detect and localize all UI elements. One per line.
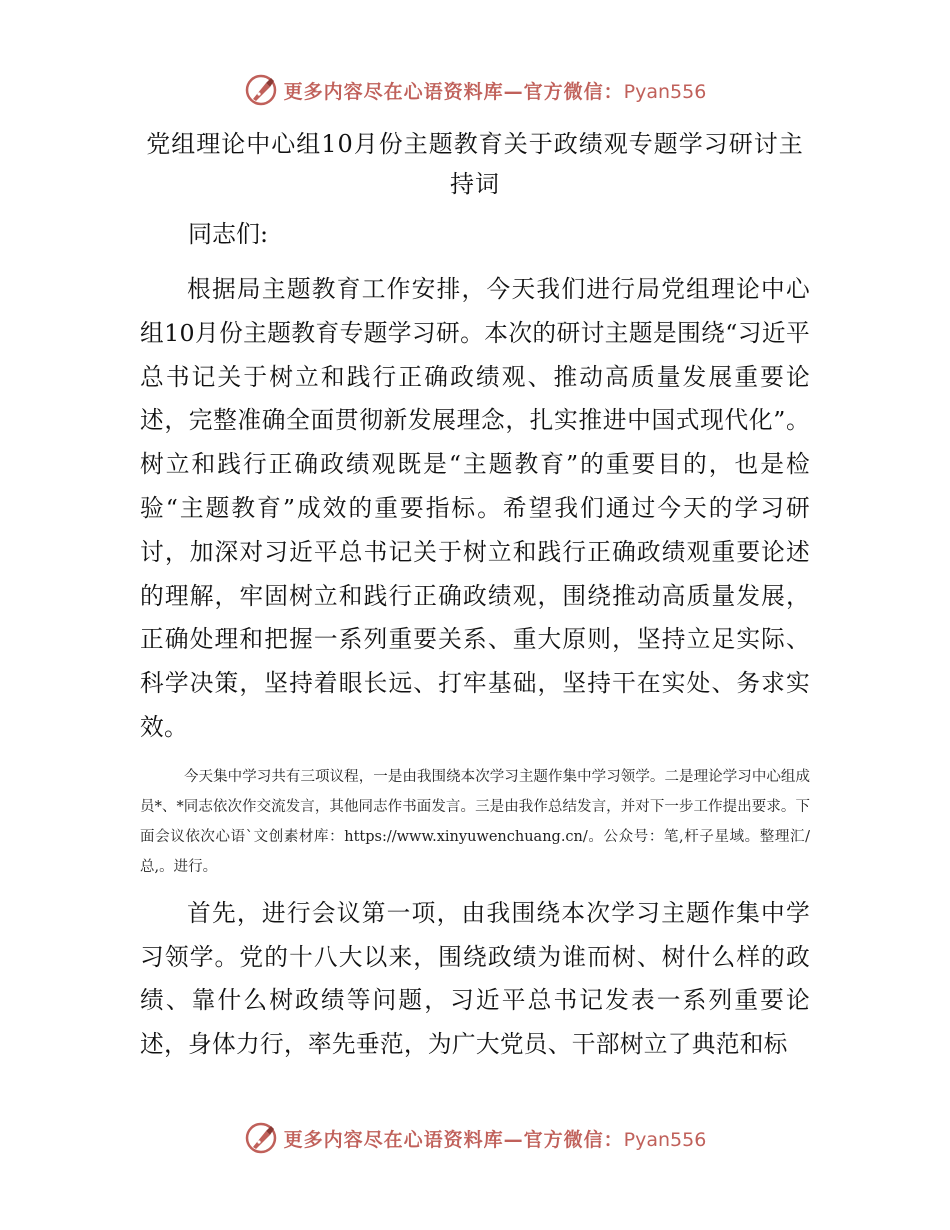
watermark-banner-bottom	[0, 1118, 950, 1158]
watermark-text	[284, 1125, 707, 1152]
watermark-wechat-id: Pyan556	[623, 1128, 707, 1151]
pen-nib-logo-icon	[244, 1121, 278, 1155]
watermark-wechat-id: Pyan556	[623, 80, 707, 103]
watermark-text	[284, 77, 707, 104]
watermark-prefix: 更多内容尽在心语资料库—官方微信：	[283, 80, 624, 103]
paragraph-agenda-note: 今天集中学习共有三项议程，一是由我围绕本次学习主题作集中学习领学。二是理论学习中心组成员*、*同志依次作交流发言，其他同志作书面发言。三是由我作总结发言，并对下一步工作提出要求。下面会议依次心语`文创素材库：https://www.xinyuwenchuang.cn/。公众号：笔,杆子星域。整理汇/总,。进行。	[140, 768, 810, 875]
document-title: 党组理论中心组10月份主题教育关于政绩观专题学习研讨主持词	[146, 130, 804, 198]
watermark-prefix: 更多内容尽在心语资料库—官方微信：	[283, 1128, 624, 1151]
paragraph-intro: 根据局主题教育工作安排，今天我们进行局党组理论中心组10月份主题教育专题学习研。本次的研讨主题是围绕“习近平总书记关于树立和践行正确政绩观、推动高质量发展重要论述，完整准确全面贯彻新发展理念，扎实推进中国式现代化”。树立和践行正确政绩观既是“主题教育”的重要目的，也是检验“主题教育”成效的重要指标。希望我们通过今天的学习研讨，加深对习近平总书记关于树立和践行正确政绩观重要论述的理解，牢固树立和践行正确政绩观，围绕推动高质量发展，正确处理和把握一系列重要关系、重大原则，坚持立足实际、科学决策，坚持着眼长远、打牢基础，坚持干在实处、务求实效。	[140, 275, 810, 741]
document-body	[140, 214, 810, 1067]
pen-nib-logo-icon	[244, 73, 278, 107]
salutation: 同志们:	[188, 220, 269, 248]
watermark-banner-top	[0, 70, 950, 110]
paragraph-first-item: 首先，进行会议第一项，由我围绕本次学习主题作集中学习领学。党的十八大以来，围绕政绩为谁而树、树什么样的政绩、靠什么树政绩等问题，习近平总书记发表一系列重要论述，身体力行，率先垂范，为广大党员、干部树立了典范和标	[140, 898, 810, 1059]
